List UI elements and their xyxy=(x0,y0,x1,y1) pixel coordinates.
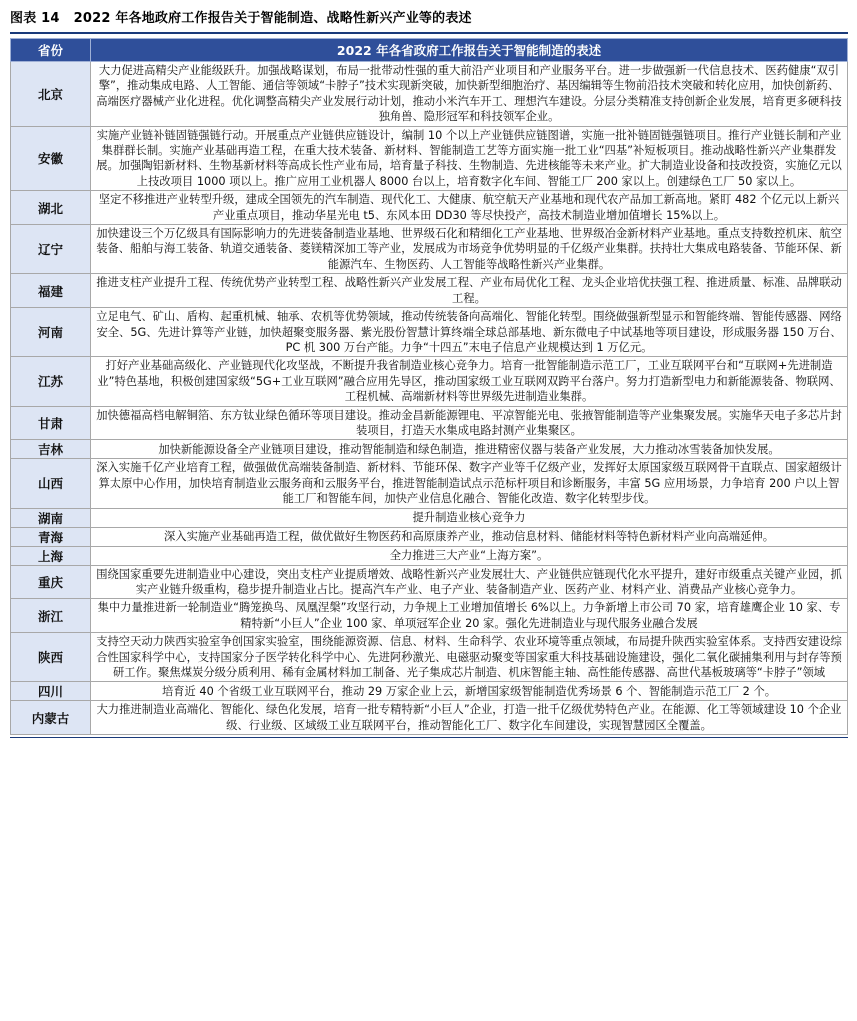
table-row xyxy=(11,527,848,546)
table-row xyxy=(11,357,848,406)
description-cell: 深入实施产业基础再造工程，做优做好生物医药和高原康养产业，推动信息材料、储能材料等特色新材料产业向高端延伸。 xyxy=(91,527,848,546)
report-figure xyxy=(10,6,848,738)
description-cell: 支持空天动力陕西实验室争创国家实验室，围绕能源资源、信息、材料、生命科学、农业环境等重点领域，布局提升陕西实验室体系。支持西安建设综合性国家科学中心，支持国家分子医学转化科学中心、先进阿秒激光、电磁驱动聚变等国家重大科技基础设施建设，强化二氧化碳捕集利用与封存等预研工作。聚焦煤炭分级分质利用、稀有金属材料加工制备、光子集成芯片制造、机床智能主轴、高性能传感器、高世代基板玻璃等“卡脖子”领域 xyxy=(91,633,848,682)
province-cell: 山西 xyxy=(11,459,91,508)
bottom-rule xyxy=(10,737,848,738)
table-row xyxy=(11,701,848,735)
province-cell: 湖北 xyxy=(11,191,91,225)
table-row xyxy=(11,565,848,599)
table-header-row xyxy=(11,39,848,62)
description-cell: 培育近 40 个省级工业互联网平台，推动 29 万家企业上云，新增国家级智能制造优秀场景 6 个、智能制造示范工厂 2 个。 xyxy=(91,682,848,701)
province-cell: 四川 xyxy=(11,682,91,701)
table-row xyxy=(11,633,848,682)
province-cell: 浙江 xyxy=(11,599,91,633)
header-description: 2022 年各省政府工作报告关于智能制造的表述 xyxy=(91,39,848,62)
description-cell: 提升制造业核心竞争力 xyxy=(91,508,848,527)
description-cell: 加快新能源设备全产业链项目建设，推动智能制造和绿色制造，推进精密仪器与装备产业发展，大力推动冰雪装备加快发展。 xyxy=(91,440,848,459)
table-body xyxy=(11,62,848,735)
figure-title-text: 2022 年各地政府工作报告关于智能制造、战略性新兴产业等的表述 xyxy=(73,11,472,26)
figure-number: 图表 14 xyxy=(10,11,60,26)
description-cell: 全力推进三大产业“上海方案”。 xyxy=(91,546,848,565)
description-cell: 立足电气、矿山、盾构、起重机械、轴承、农机等优势领域，推动传统装备向高端化、智能化转型。围绕做强新型显示和智能终端、智能传感器、网络安全、5G、先进计算等产业链，加快超聚变服务器、紫光股份智慧计算终端全球总部基地、新东微电子中试基地等项目建设，形成服务器 150 万台、PC 机 300 万台产能。力争“十四五”末电子信息产业规模达到 1 万亿元。 xyxy=(91,308,848,357)
table-row xyxy=(11,459,848,508)
table-row xyxy=(11,599,848,633)
description-cell: 加快德福高档电解铜箔、东方钛业绿色循环等项目建设。推动金昌新能源锂电、平凉智能光电、张掖智能制造等产业集聚发展。实施华天电子多芯片封装项目，打造天水集成电路封测产业集聚区。 xyxy=(91,406,848,440)
province-cell: 甘肃 xyxy=(11,406,91,440)
description-cell: 大力推进制造业高端化、智能化、绿色化发展，培育一批专精特新“小巨人”企业，打造一批千亿级优势特色产业。在能源、化工等领域建设 10 个企业级、行业级、区域级工业互联网平台，推动智能化工厂、数字化车间建设，实现智慧园区全覆盖。 xyxy=(91,701,848,735)
description-cell: 深入实施千亿产业培育工程，做强做优高端装备制造、新材料、节能环保、数字产业等千亿级产业，发挥好太原国家级互联网骨干直联点、国家超级计算太原中心作用，加快培育制造业云服务商和云服务平台，推进智能制造试点示范标杆项目和诊断服务，丰富 5G 应用场景，力争培育 200 户以上智能工厂和智能车间，加快产业信息化融合、智能化改造、数字化转型步伐。 xyxy=(91,459,848,508)
province-cell: 辽宁 xyxy=(11,225,91,274)
province-cell: 福建 xyxy=(11,274,91,308)
province-cell: 吉林 xyxy=(11,440,91,459)
province-cell: 河南 xyxy=(11,308,91,357)
description-cell: 集中力量推进新一轮制造业“腾笼换鸟、凤凰涅槃”攻坚行动，力争规上工业增加值增长 6%以上。力争新增上市公司 70 家，培育雄鹰企业 10 家、专精特新“小巨人”企业 100 家、单项冠军企业 20 家。强化先进制造业与现代服务业融合发展 xyxy=(91,599,848,633)
province-cell: 青海 xyxy=(11,527,91,546)
province-cell: 陕西 xyxy=(11,633,91,682)
description-cell: 坚定不移推进产业转型升级，建成全国领先的汽车制造、现代化工、大健康、航空航天产业基地和现代农产品加工新高地。紧盯 482 个亿元以上新兴产业重点项目，推动华星光电 t5、东风本田 DD30 等尽快投产，高技术制造业增加值增长 15%以上。 xyxy=(91,191,848,225)
policy-table xyxy=(10,38,848,735)
table-row xyxy=(11,62,848,127)
province-cell: 重庆 xyxy=(11,565,91,599)
table-row xyxy=(11,225,848,274)
province-cell: 湖南 xyxy=(11,508,91,527)
figure-title xyxy=(10,6,848,34)
table-row xyxy=(11,126,848,191)
description-cell: 打好产业基础高级化、产业链现代化攻坚战，不断提升我省制造业核心竞争力。培育一批智能制造示范工厂，工业互联网平台和“互联网+先进制造业”特色基地，积极创建国家级“5G+工业互联网”融合应用先导区，推动国家级工业互联网双跨平台落户。努力打造新型电力和新能源装备、物联网、工程机械、高端新材料等世界级先进制造业集群。 xyxy=(91,357,848,406)
header-province: 省份 xyxy=(11,39,91,62)
table-row xyxy=(11,191,848,225)
province-cell: 安徽 xyxy=(11,126,91,191)
table-row xyxy=(11,406,848,440)
table-row xyxy=(11,546,848,565)
description-cell: 大力促进高精尖产业能级跃升。加强战略谋划，布局一批带动性强的重大前沿产业项目和产业服务平台。进一步做强新一代信息技术、医药健康“双引擎”，推动集成电路、人工智能、通信等领域“卡脖子”技术实现新突破，加快新型细胞治疗、基因编辑等生物前沿技术突破和转化应用，加快创新药、高端医疗器械产业化进程。优化调整高精尖产业发展行动计划，推动小米汽车开工、理想汽车建设。分层分类精准支持创新企业发展，培育更多硬科技独角兽、隐形冠军和科技领军企业。 xyxy=(91,62,848,127)
province-cell: 江苏 xyxy=(11,357,91,406)
table-row xyxy=(11,682,848,701)
province-cell: 内蒙古 xyxy=(11,701,91,735)
table-row xyxy=(11,440,848,459)
table-row xyxy=(11,508,848,527)
description-cell: 推进支柱产业提升工程、传统优势产业转型工程、战略性新兴产业发展工程、产业布局优化工程、龙头企业培优扶强工程、推进质量、标准、品牌联动工程。 xyxy=(91,274,848,308)
province-cell: 上海 xyxy=(11,546,91,565)
description-cell: 实施产业链补链固链强链行动。开展重点产业链供应链设计，编制 10 个以上产业链供应链图谱，实施一批补链固链强链项目。推行产业链长制和产业集群群长制。实施产业基础再造工程，在重大技术装备、新材料、智能制造工艺等方面实施一批工业“四基”补短板项目。推动战略性新兴产业集群发展。加强陶铝新材料、生物基新材料等高成长性产业布局，培育量子科技、生物制造、先进核能等未来产业。扩大制造业设备和技改投资，实施亿元以上技改项目 1000 项以上。推广应用工业机器人 8000 台以上，培育数字化车间、智能工厂 200 家以上。创建绿色工厂 50 家以上。 xyxy=(91,126,848,191)
description-cell: 围绕国家重要先进制造业中心建设，突出支柱产业提质增效、战略性新兴产业发展壮大、产业链供应链现代化水平提升，建好市级重点关键产业园，抓实产业链升级重构，稳步提升制造业占比。提高汽车产业、电子产业、装备制造产业、医药产业、材料产业、消费品产业核心竞争力。 xyxy=(91,565,848,599)
province-cell: 北京 xyxy=(11,62,91,127)
table-row xyxy=(11,308,848,357)
description-cell: 加快建设三个万亿级具有国际影响力的先进装备制造业基地、世界级石化和精细化工产业基地、世界级冶金新材料产业基地。重点支持数控机床、航空装备、船舶与海工装备、轨道交通装备、菱镁精深加工等产业，发展成为市场竞争优势明显的千亿级产业集群。扶持壮大集成电路装备、节能环保、新能源汽车、生物医药、人工智能等战略性新兴产业集群。 xyxy=(91,225,848,274)
table-row xyxy=(11,274,848,308)
